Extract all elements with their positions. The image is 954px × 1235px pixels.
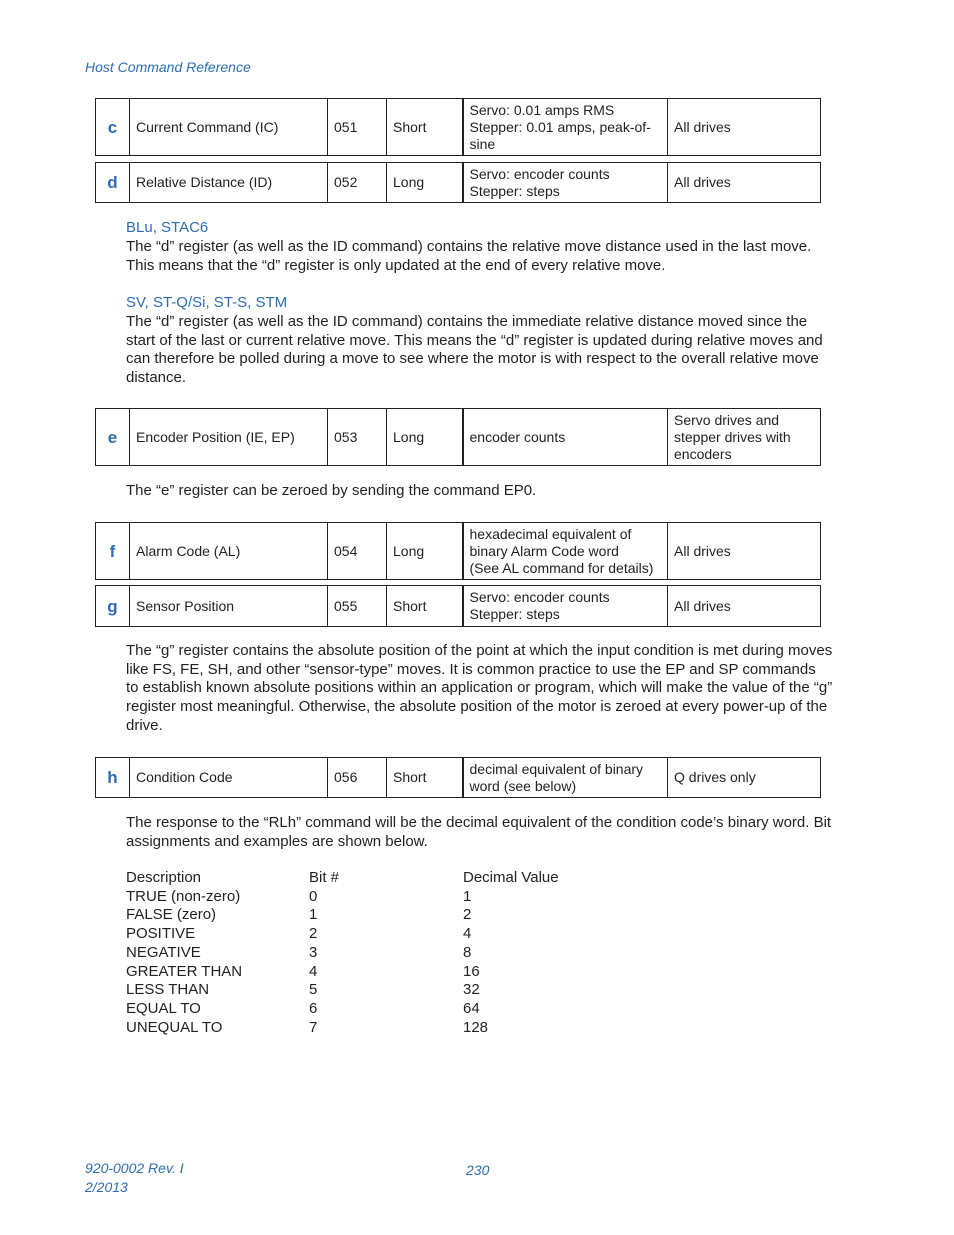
- register-units-line: word (see below): [469, 777, 577, 794]
- bit-decimal-value: 32: [463, 981, 480, 999]
- bit-table-header-row: [126, 869, 559, 888]
- register-code: 052: [328, 163, 387, 203]
- paragraph-line: The “d” register (as well as the ID command) contains the relative move distance used in the last move.: [126, 238, 812, 255]
- bit-decimal-value: 128: [463, 1018, 489, 1036]
- register-drives: [668, 758, 821, 798]
- paragraph-e-note: [126, 482, 866, 501]
- register-size: Short: [387, 99, 463, 156]
- bit-table-row: [126, 944, 559, 963]
- bit-table-row: [126, 963, 559, 982]
- paragraph-h-note: [126, 814, 866, 851]
- bit-table-row: [126, 981, 559, 1000]
- paragraph-line: like FS, FE, SH, and other “sensor-type” moves. It is common practice to use the EP and SP commands: [126, 660, 816, 678]
- footer-date: 2/2013: [85, 1179, 128, 1195]
- paragraph-g-note: [126, 642, 866, 736]
- register-letter: d: [96, 163, 130, 203]
- register-units-line: Servo: 0.01 amps RMS: [469, 101, 615, 118]
- register-drives-line: Q drives only: [674, 769, 756, 785]
- register-size: Short: [387, 758, 463, 798]
- register-drives: [668, 163, 821, 203]
- bit-decimal-value: 16: [463, 962, 480, 980]
- register-name: Condition Code: [130, 758, 328, 798]
- register-size: Long: [387, 163, 463, 203]
- section-heading-blu-stac6: BLu, STAC6: [126, 219, 209, 236]
- paragraph-line: The response to the “RLh” command will be the decimal equivalent of the condition code’s binary word. Bit: [126, 814, 832, 831]
- bit-number: 6: [309, 999, 318, 1017]
- register-units: [463, 758, 668, 798]
- register-drives-line: stepper drives with: [674, 428, 791, 445]
- register-drives: [668, 99, 821, 156]
- register-units-line: Servo: encoder counts: [469, 589, 610, 605]
- register-name: Encoder Position (IE, EP): [130, 409, 328, 466]
- register-code: 055: [328, 586, 387, 627]
- register-name: Sensor Position: [130, 586, 328, 627]
- footer-doc-number: 920-0002 Rev. I: [85, 1160, 184, 1176]
- register-drives: [668, 409, 821, 466]
- bit-description: NEGATIVE: [126, 943, 201, 961]
- bit-table-header: Bit #: [309, 869, 340, 886]
- register-drives-line: Servo drives and: [674, 411, 780, 428]
- paragraph-line: This means that the “d” register is only updated at the end of every relative move.: [126, 256, 666, 274]
- register-size: Long: [387, 523, 463, 580]
- paragraph-line: to establish known absolute positions within an application or program, which will make the value of the “g”: [126, 679, 833, 697]
- register-letter: g: [96, 586, 130, 627]
- bit-number: 5: [309, 981, 318, 999]
- register-units-line: decimal equivalent of binary: [469, 760, 644, 777]
- register-name: Current Command (IC): [130, 99, 328, 156]
- bit-number: 3: [309, 943, 318, 961]
- register-letter: e: [96, 409, 130, 466]
- register-units-line: encoder counts: [469, 428, 566, 445]
- bit-decimal-value: 64: [463, 999, 480, 1017]
- register-drives-line: All drives: [674, 597, 731, 614]
- bit-number: 1: [309, 906, 318, 924]
- register-drives-line: All drives: [674, 542, 731, 559]
- register-table-c: [95, 98, 821, 156]
- register-size: Long: [387, 409, 463, 466]
- register-letter: h: [96, 758, 130, 798]
- bit-description: POSITIVE: [126, 925, 196, 943]
- footer-doc-info: [85, 1159, 184, 1197]
- bit-table-row: [126, 1000, 559, 1019]
- bit-table-header: Decimal Value: [463, 869, 559, 886]
- register-letter: c: [96, 99, 130, 156]
- bit-table-header: Description: [126, 869, 202, 886]
- register-units-line: Stepper: steps: [469, 606, 560, 622]
- bit-decimal-value: 8: [463, 943, 472, 961]
- register-table-g: [95, 585, 821, 627]
- register-units-line: sine: [469, 135, 496, 152]
- register-table-h: [95, 757, 821, 798]
- register-units: [463, 586, 668, 627]
- register-size: Short: [387, 586, 463, 627]
- register-units: [463, 163, 668, 203]
- paragraph-line: can therefore be polled during a move to see where the motor is with respect to the overall relative move: [126, 350, 819, 368]
- bit-number: 7: [309, 1018, 318, 1036]
- bit-table-row: [126, 1019, 559, 1038]
- paragraph-line: register most meaningful. Otherwise, the absolute position of the motor is zeroed at every power-up of the: [126, 698, 828, 716]
- register-letter: f: [96, 523, 130, 580]
- register-units-line: hexadecimal equivalent of: [469, 525, 632, 542]
- condition-code-bit-table: [126, 869, 559, 1037]
- register-units-line: Stepper: steps: [469, 182, 560, 199]
- register-units-line: Stepper: 0.01 amps, peak-of-: [469, 118, 651, 135]
- paragraph-line: The “g” register contains the absolute position of the point at which the input condition is met during moves: [126, 642, 833, 659]
- bit-number: 2: [309, 925, 318, 943]
- bit-description: GREATER THAN: [126, 962, 243, 980]
- bit-decimal-value: 2: [463, 906, 472, 924]
- register-table-f: [95, 522, 821, 580]
- paragraph-line: The “e” register can be zeroed by sending the command EP0.: [126, 482, 537, 499]
- register-code: 051: [328, 99, 387, 156]
- paragraph-blu-stac6: [126, 238, 866, 275]
- register-table-e: [95, 408, 821, 466]
- bit-table-row: [126, 906, 559, 925]
- register-units: [463, 99, 668, 156]
- paragraph-line: distance.: [126, 369, 187, 387]
- register-units: [463, 523, 668, 580]
- paragraph-line: drive.: [126, 716, 163, 734]
- bit-table-row: [126, 925, 559, 944]
- register-units-line: Servo: encoder counts: [469, 165, 610, 182]
- bit-description: TRUE (non-zero): [126, 887, 241, 905]
- register-code: 053: [328, 409, 387, 466]
- bit-description: LESS THAN: [126, 981, 210, 999]
- bit-table-row: [126, 888, 559, 907]
- bit-description: UNEQUAL TO: [126, 1018, 223, 1036]
- bit-description: EQUAL TO: [126, 999, 201, 1017]
- register-units: [463, 409, 668, 466]
- register-table-d: [95, 162, 821, 203]
- register-drives-line: All drives: [674, 174, 731, 190]
- footer-page-number: 230: [466, 1162, 490, 1178]
- bit-decimal-value: 1: [463, 887, 472, 905]
- bit-description: FALSE (zero): [126, 906, 217, 924]
- register-name: Alarm Code (AL): [130, 523, 328, 580]
- register-name: Relative Distance (ID): [130, 163, 328, 203]
- register-code: 056: [328, 758, 387, 798]
- paragraph-line: The “d” register (as well as the ID command) contains the immediate relative distance moved since the: [126, 313, 808, 330]
- paragraph-line: assignments and examples are shown below.: [126, 832, 428, 850]
- register-drives-line: encoders: [674, 445, 732, 462]
- paragraph-sv-st-q: [126, 313, 866, 388]
- bit-number: 4: [309, 962, 318, 980]
- register-drives-line: All drives: [674, 118, 731, 135]
- register-code: 054: [328, 523, 387, 580]
- paragraph-line: start of the last or current relative move. This means the “d” register is updated during relative moves and: [126, 331, 823, 349]
- section-heading-sv-st-q: SV, ST-Q/Si, ST-S, STM: [126, 294, 288, 311]
- register-drives: [668, 523, 821, 580]
- bit-decimal-value: 4: [463, 925, 472, 943]
- register-drives: [668, 586, 821, 627]
- register-units-line: (See AL command for details): [469, 559, 654, 576]
- register-units-line: binary Alarm Code word: [469, 542, 619, 559]
- page-header-title: Host Command Reference: [85, 59, 251, 75]
- bit-number: 0: [309, 887, 318, 905]
